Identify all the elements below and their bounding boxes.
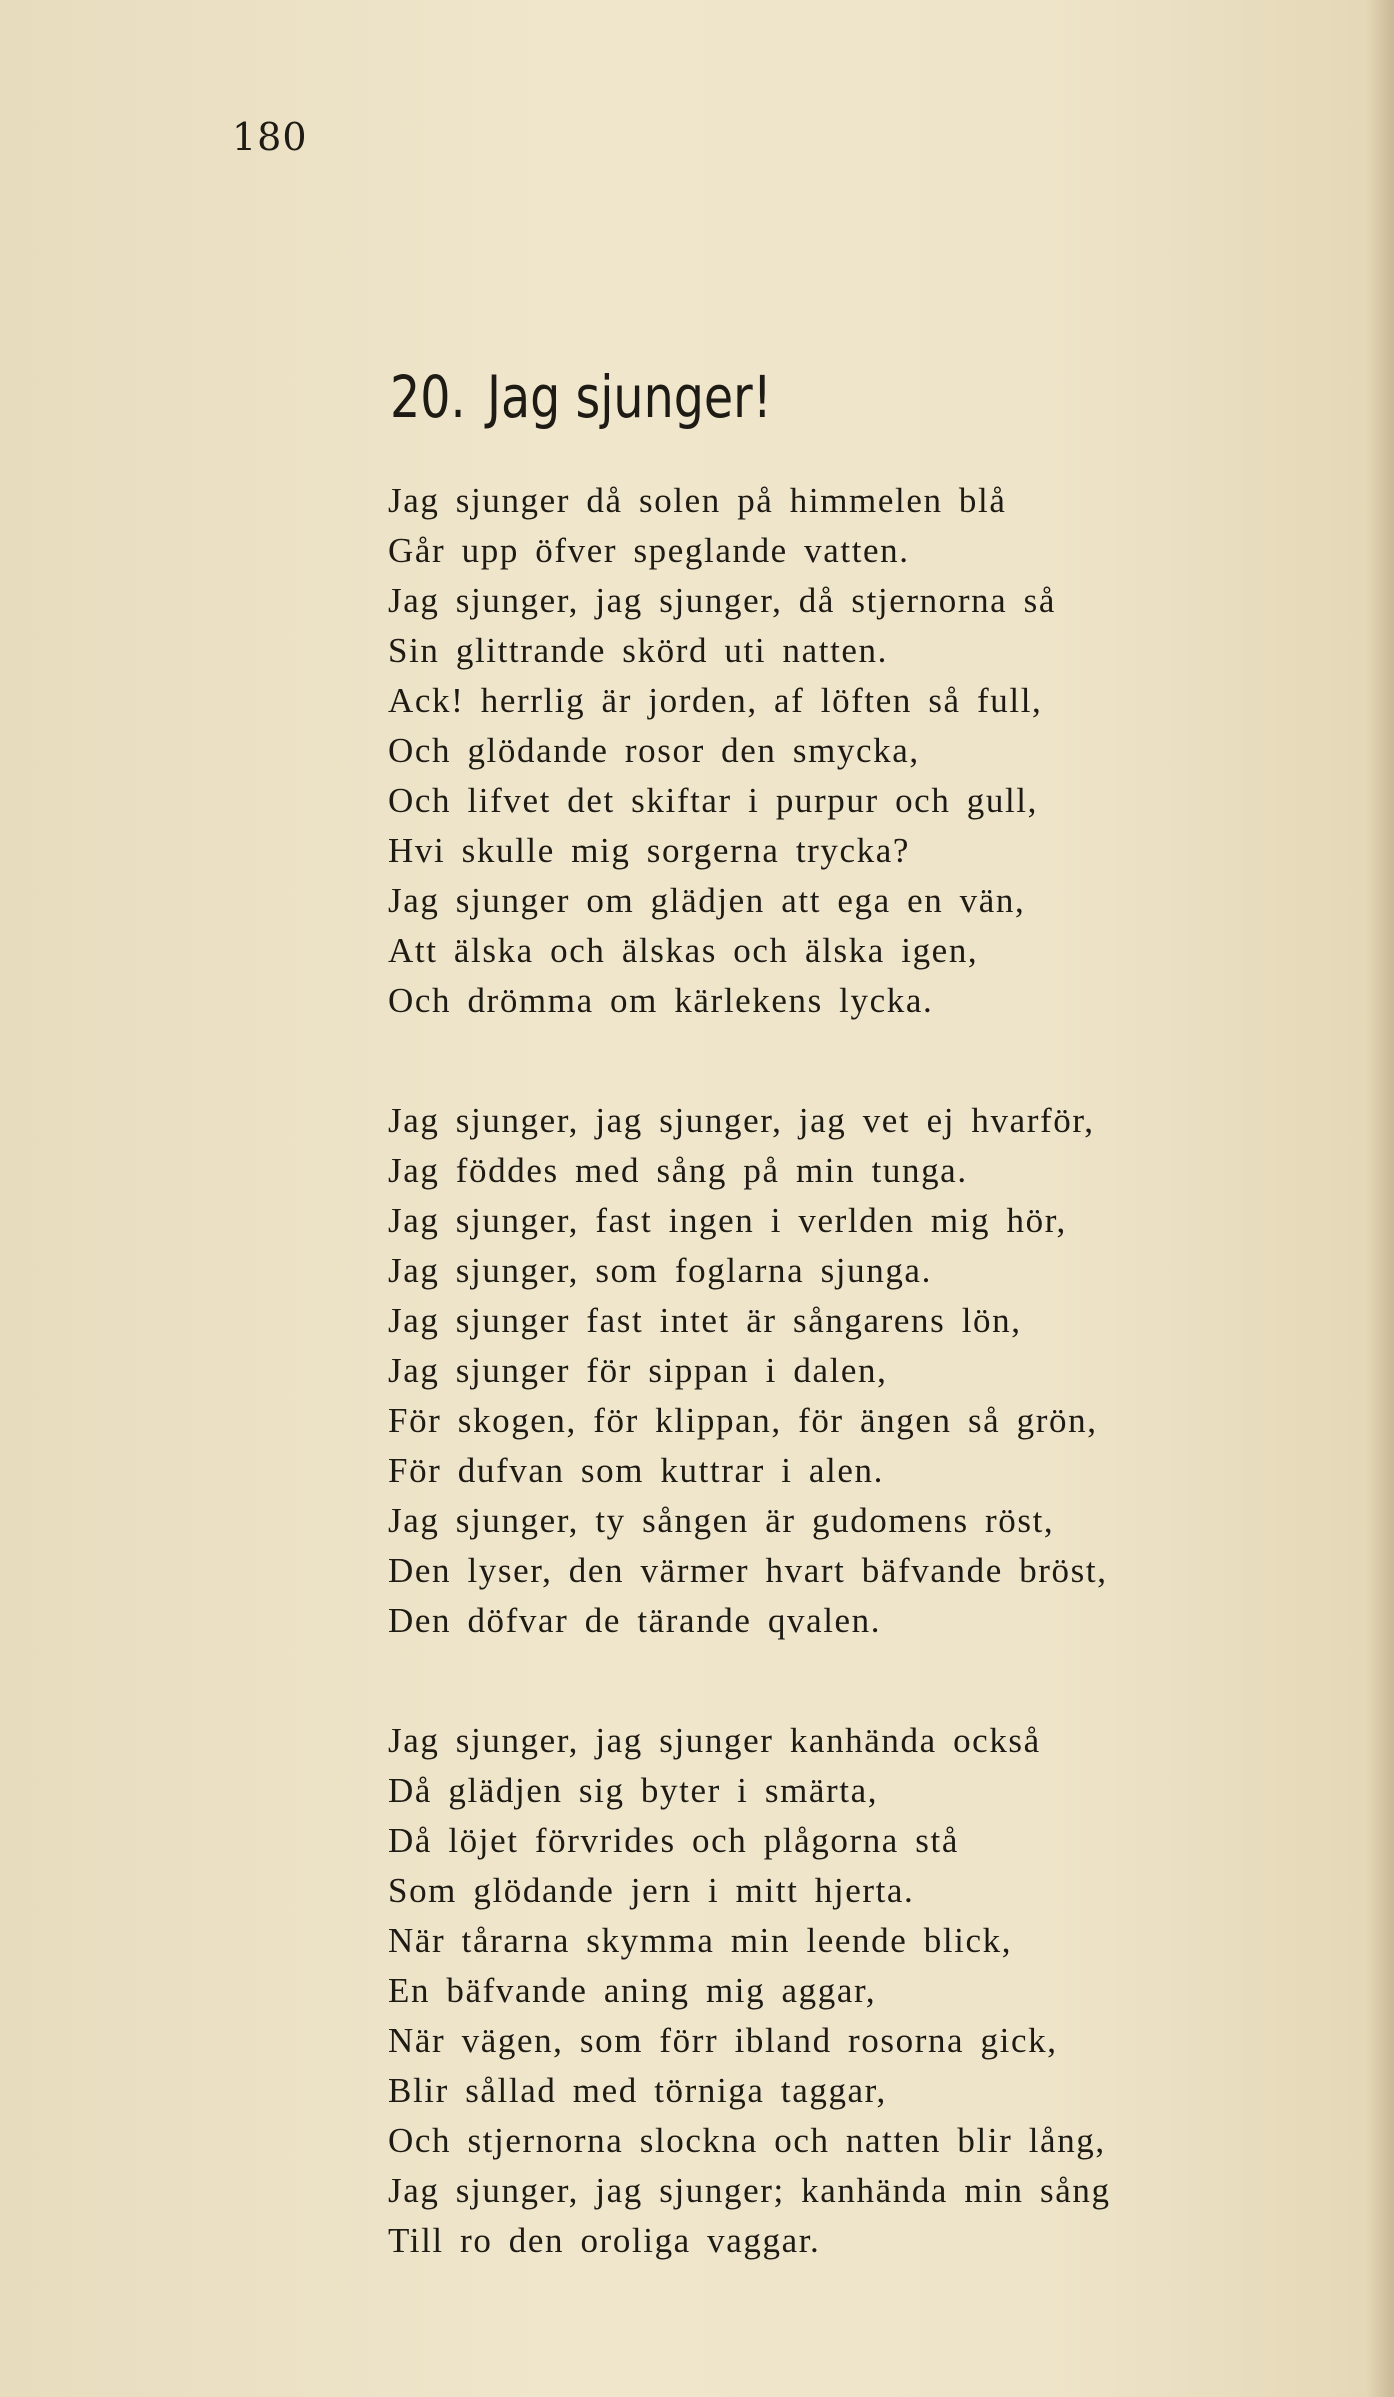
verse-line: Jag sjunger, som foglarna sjunga. (388, 1251, 932, 1290)
verse-line: Jag sjunger om glädjen att ega en vän, (388, 881, 1026, 920)
verse-line: När vägen, som förr ibland rosorna gick, (388, 2021, 1058, 2060)
verse-line: Som glödande jern i mitt hjerta. (388, 1871, 915, 1910)
verse-line: Sin glittrande skörd uti natten. (388, 631, 889, 670)
verse-line: För skogen, för klippan, för ängen så grön, (388, 1401, 1098, 1440)
poem-body (388, 476, 1328, 2266)
verse-line: Jag sjunger, jag sjunger; kanhända min sång (388, 2171, 1111, 2210)
stanza-2 (388, 1096, 1328, 1646)
verse-line: Blir sållad med törniga taggar, (388, 2071, 887, 2110)
verse-line: Jag sjunger, fast ingen i verlden mig hör, (388, 1201, 1067, 1240)
verse-line: Jag sjunger då solen på himmelen blå (388, 481, 1007, 520)
verse-line: Jag sjunger, jag sjunger, då stjernorna så (388, 581, 1057, 620)
verse-line: Till ro den oroliga vaggar. (388, 2221, 821, 2260)
verse-line: Och stjernorna slockna och natten blir lång, (388, 2121, 1106, 2160)
verse-line: En bäfvande aning mig aggar, (388, 1971, 877, 2010)
verse-line: När tårarna skymma min leende blick, (388, 1921, 1013, 1960)
verse-line: Jag sjunger, ty sången är gudomens röst, (388, 1501, 1055, 1540)
page-number: 180 (232, 115, 308, 159)
verse-line: Jag sjunger för sippan i dalen, (388, 1351, 888, 1390)
verse-line: Den döfvar de tärande qvalen. (388, 1601, 882, 1640)
poem-title: Jag sjunger! (486, 363, 772, 431)
verse-line: Hvi skulle mig sorgerna trycka? (388, 831, 911, 870)
verse-line: Den lyser, den värmer hvart bäfvande bröst, (388, 1551, 1108, 1590)
verse-line: Ack! herrlig är jorden, af löften så full, (388, 681, 1043, 720)
verse-line: Jag föddes med sång på min tunga. (388, 1151, 968, 1190)
verse-line: Då glädjen sig byter i smärta, (388, 1771, 879, 1810)
verse-line: Jag sjunger, jag sjunger, jag vet ej hvarför, (388, 1101, 1095, 1140)
stanza-1 (388, 476, 1328, 1026)
verse-line: För dufvan som kuttrar i alen. (388, 1451, 884, 1490)
verse-line: Jag sjunger fast intet är sångarens lön, (388, 1301, 1022, 1340)
verse-line: Då löjet förvrides och plågorna stå (388, 1821, 959, 1860)
stanza-3 (388, 1716, 1328, 2266)
poem-heading (390, 363, 898, 431)
verse-line: Och drömma om kärlekens lycka. (388, 981, 934, 1020)
verse-line: Går upp öfver speglande vatten. (388, 531, 910, 570)
verse-line: Och lifvet det skiftar i purpur och gull, (388, 781, 1038, 820)
page-edge-shadow (1366, 0, 1394, 2397)
poem-number: 20. (390, 363, 466, 431)
verse-line: Att älska och älskas och älska igen, (388, 931, 979, 970)
verse-line: Jag sjunger, jag sjunger kanhända också (388, 1721, 1041, 1760)
verse-line: Och glödande rosor den smycka, (388, 731, 920, 770)
